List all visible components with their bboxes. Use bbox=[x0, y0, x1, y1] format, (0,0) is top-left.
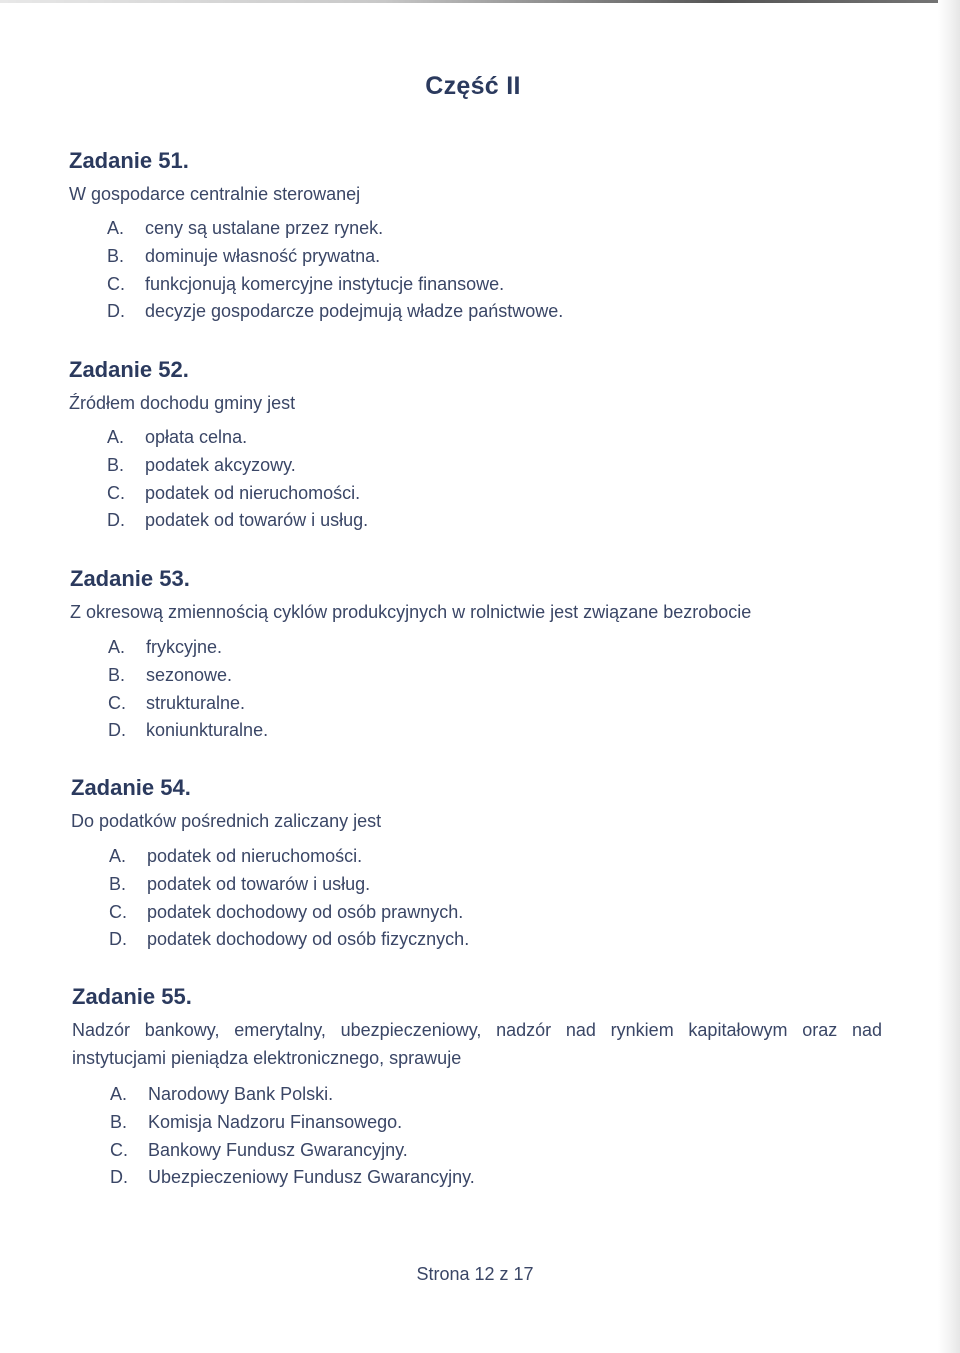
answer-text: funkcjonują komercyjne instytucje finansowe. bbox=[145, 273, 505, 294]
answer-letter: D. bbox=[107, 301, 125, 322]
answer-text: podatek od towarów i usług. bbox=[145, 510, 369, 531]
answer-text: podatek od towarów i usług. bbox=[147, 873, 371, 894]
task-54 bbox=[71, 774, 891, 954]
task-question: Źródłem dochodu gminy jest bbox=[69, 393, 296, 413]
answer-text: podatek od nieruchomości. bbox=[147, 846, 363, 866]
answer-letter: A. bbox=[107, 427, 125, 447]
answer-letter: B. bbox=[109, 873, 127, 894]
answer-letter: A. bbox=[108, 637, 126, 657]
answer-letter: C. bbox=[107, 273, 125, 294]
answer-text: podatek akcyzowy. bbox=[145, 454, 296, 475]
answer-text: decyzje gospodarcze podejmują władze państwowe. bbox=[145, 301, 564, 322]
scan-right-edge bbox=[938, 0, 960, 1353]
answer-option-a bbox=[70, 634, 890, 662]
task-title: Zadanie 54. bbox=[71, 775, 191, 800]
answer-list bbox=[72, 1081, 882, 1192]
answer-option-b bbox=[72, 1109, 882, 1137]
part-title: Część II bbox=[425, 72, 521, 100]
answer-text: Bankowy Fundusz Gwarancyjny. bbox=[148, 1139, 408, 1160]
answer-option-c bbox=[69, 480, 889, 508]
answer-option-c bbox=[69, 271, 889, 299]
answer-text: sezonowe. bbox=[146, 664, 233, 685]
answer-text: ceny są ustalane przez rynek. bbox=[145, 218, 384, 238]
answer-letter: B. bbox=[110, 1111, 128, 1132]
answer-option-d bbox=[71, 926, 891, 954]
answer-option-d bbox=[69, 507, 889, 535]
task-title: Zadanie 53. bbox=[70, 566, 190, 591]
answer-text: strukturalne. bbox=[146, 692, 246, 713]
answer-letter: D. bbox=[107, 510, 125, 531]
answer-option-a bbox=[69, 424, 889, 452]
task-question: Z okresową zmiennością cyklów produkcyjnych w rolnictwie jest związane bezrobocie bbox=[70, 602, 752, 622]
answer-list bbox=[71, 843, 891, 954]
page-number: Strona 12 z 17 bbox=[416, 1264, 534, 1284]
answer-text: podatek od nieruchomości. bbox=[145, 482, 361, 503]
answer-option-d bbox=[70, 717, 890, 745]
answer-option-a bbox=[69, 215, 889, 243]
answer-option-a bbox=[72, 1081, 882, 1109]
answer-option-b bbox=[70, 662, 890, 690]
answer-text: frykcyjne. bbox=[146, 637, 223, 657]
task-title: Zadanie 51. bbox=[69, 148, 189, 173]
answer-text: podatek dochodowy od osób prawnych. bbox=[147, 901, 464, 922]
task-question: W gospodarce centralnie sterowanej bbox=[69, 184, 361, 204]
answer-option-c bbox=[71, 899, 891, 927]
answer-text: Ubezpieczeniowy Fundusz Gwarancyjny. bbox=[148, 1167, 475, 1188]
answer-letter: D. bbox=[108, 720, 126, 741]
answer-option-b bbox=[69, 452, 889, 480]
answer-list bbox=[70, 634, 890, 745]
answer-letter: B. bbox=[107, 454, 125, 475]
answer-option-a bbox=[71, 843, 891, 871]
task-55 bbox=[72, 983, 882, 1192]
task-53 bbox=[70, 565, 890, 745]
answer-letter: C. bbox=[108, 692, 126, 713]
answer-option-d bbox=[72, 1164, 882, 1192]
answer-option-c bbox=[72, 1137, 882, 1165]
answer-text: Narodowy Bank Polski. bbox=[148, 1084, 334, 1104]
answer-letter: A. bbox=[107, 218, 125, 238]
answer-text: podatek dochodowy od osób fizycznych. bbox=[147, 929, 470, 950]
answer-text: Komisja Nadzoru Finansowego. bbox=[148, 1111, 403, 1132]
answer-letter: A. bbox=[109, 846, 127, 866]
answer-text: dominuje własność prywatna. bbox=[145, 245, 381, 266]
answer-list bbox=[69, 424, 889, 535]
task-51 bbox=[69, 147, 889, 326]
answer-letter: A. bbox=[110, 1084, 128, 1104]
answer-text: koniunkturalne. bbox=[146, 720, 269, 741]
answer-letter: B. bbox=[107, 245, 125, 266]
task-title: Zadanie 52. bbox=[69, 357, 189, 382]
answer-option-c bbox=[70, 690, 890, 718]
answer-text: opłata celna. bbox=[145, 427, 248, 447]
task-question: Nadzór bankowy, emerytalny, ubezpieczeniowy, nadzór nad rynkiem kapitałowym oraz nad instytucjami pieniądza elektronicznego, sprawuje bbox=[72, 1020, 882, 1068]
answer-letter: C. bbox=[107, 482, 125, 503]
answer-option-b bbox=[71, 871, 891, 899]
answer-letter: D. bbox=[109, 929, 127, 950]
scan-top-edge bbox=[0, 0, 960, 3]
answer-list bbox=[69, 215, 889, 326]
answer-letter: C. bbox=[109, 901, 127, 922]
task-52 bbox=[69, 356, 889, 535]
answer-letter: B. bbox=[108, 664, 126, 685]
answer-option-d bbox=[69, 298, 889, 326]
task-question: Do podatków pośrednich zaliczany jest bbox=[71, 811, 382, 831]
task-title: Zadanie 55. bbox=[72, 984, 192, 1009]
answer-option-b bbox=[69, 243, 889, 271]
answer-letter: D. bbox=[110, 1167, 128, 1188]
answer-letter: C. bbox=[110, 1139, 128, 1160]
